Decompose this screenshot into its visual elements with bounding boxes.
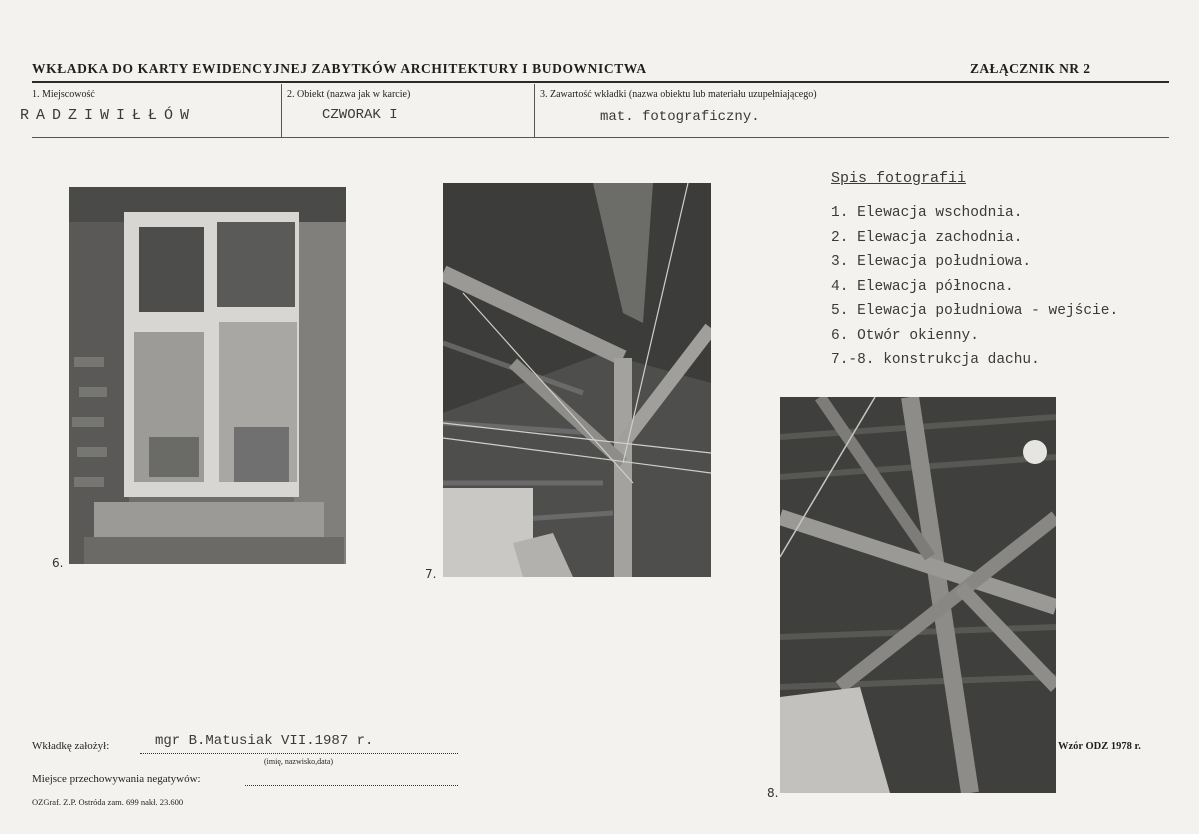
form-title: WKŁADKA DO KARTY EWIDENCYJNEJ ZABYTKÓW ARCHITEKTURY I BUDOWNICTWA — [32, 61, 647, 76]
photo-roof-2 — [780, 397, 1056, 793]
attachment-number: ZAŁĄCZNIK NR 2 — [970, 61, 1091, 76]
founder-value: mgr B.Matusiak VII.1987 r. — [155, 733, 374, 749]
photo-list-item: 6. Otwór okienny. — [831, 327, 979, 344]
photo-list-item: 1. Elewacja wschodnia. — [831, 205, 1023, 221]
photo-list-item: 2. Elewacja zachodnia. — [831, 229, 1023, 246]
photo-list-item: 4. Elewacja północna. — [831, 278, 1014, 295]
field-divider — [534, 84, 535, 137]
founder-hint: (imię, nazwisko,data) — [264, 757, 334, 766]
photo-list-item: 5. Elewacja południowa - wejście. — [831, 303, 1119, 319]
zawartosc-value: mat. fotograficzny. — [600, 109, 760, 125]
photo-number-8: 8. — [767, 786, 779, 800]
obiekt-value: CZWORAK I — [322, 107, 398, 123]
photo-list-item: 3. Elewacja południowa. — [831, 254, 1032, 270]
founder-label: Wkładkę założył: — [32, 740, 110, 752]
photo-list-item: 7.-8. konstrukcja dachu. — [831, 352, 1040, 368]
storage-dotted-line — [245, 785, 458, 786]
field-rule — [32, 137, 1169, 138]
form-version: Wzór ODZ 1978 r. — [1058, 741, 1141, 752]
photo-list-title: Spis fotografii — [831, 170, 967, 187]
photo-window — [69, 187, 346, 564]
header-rule — [32, 81, 1169, 83]
storage-label: Miejsce przechowywania negatywów: — [32, 773, 201, 785]
miejscowosc-label: 1. Miejscowość — [32, 89, 95, 100]
printer-note: OZGraf. Z.P. Ostróda zam. 699 nakł. 23.600 — [32, 797, 184, 807]
photo-roof-1 — [443, 183, 711, 577]
obiekt-label: 2. Obiekt (nazwa jak w karcie) — [287, 89, 411, 100]
zawartosc-label: 3. Zawartość wkładki (nazwa obiektu lub materiału uzupełniającego) — [540, 89, 817, 100]
photo-list — [831, 201, 1118, 373]
miejscowosc-value: RADZIWIŁŁÓW — [20, 107, 197, 124]
photo-number-7: 7. — [425, 567, 437, 581]
field-divider — [281, 84, 282, 137]
photo-number-6: 6. — [52, 556, 64, 570]
founder-dotted-line — [140, 753, 458, 754]
